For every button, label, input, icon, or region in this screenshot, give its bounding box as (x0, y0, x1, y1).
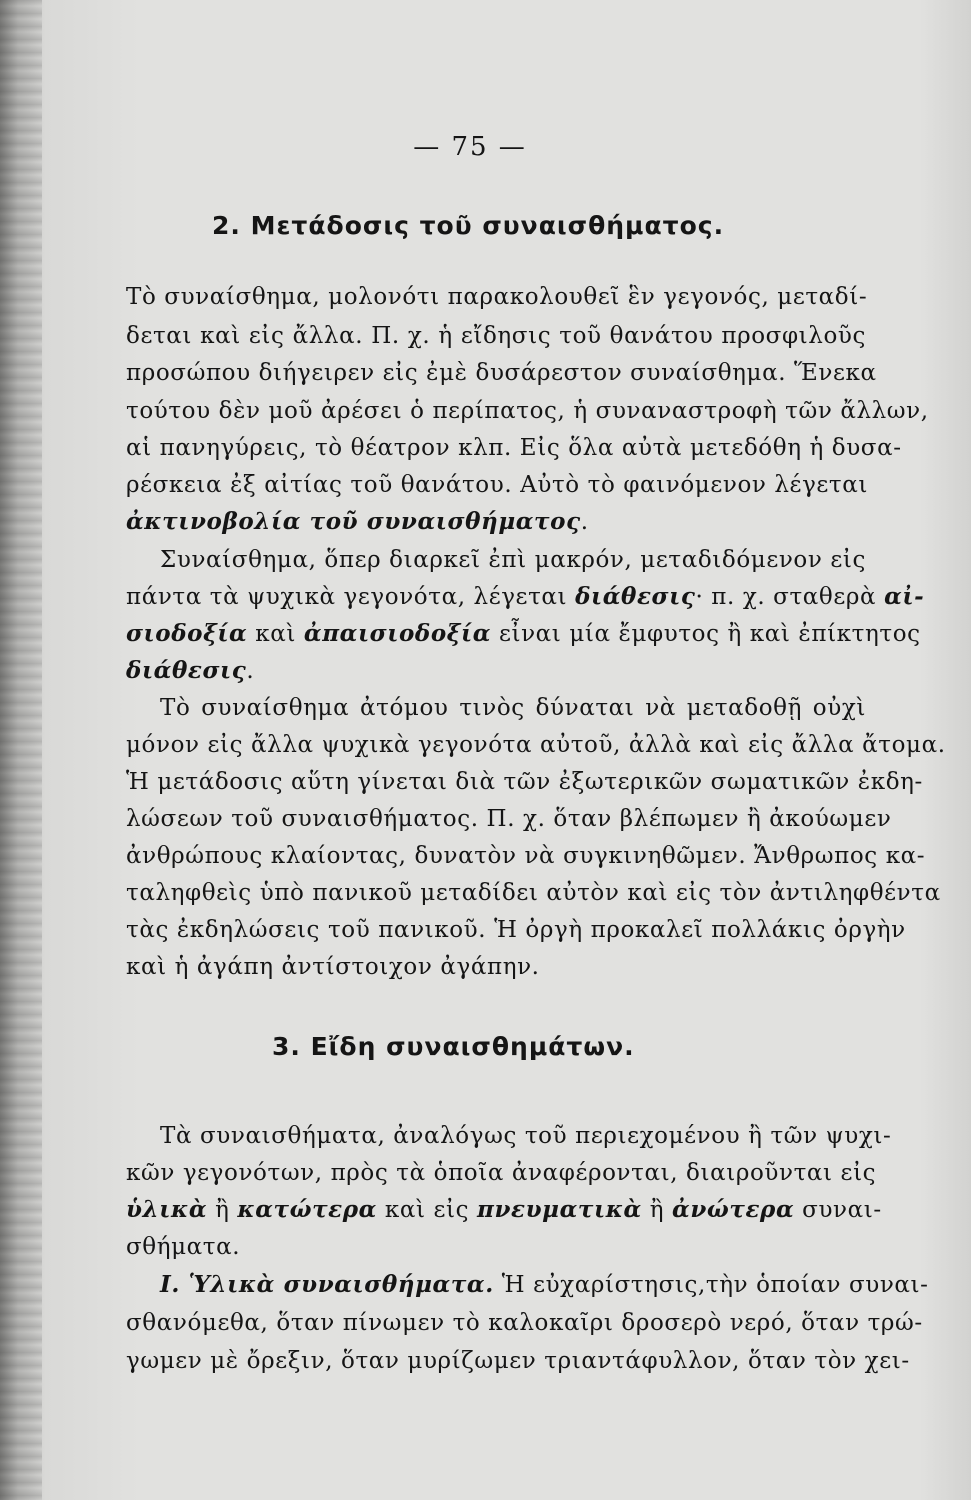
text-line: γωμεν μὲ ὄρεξιν, ὅταν μυρίζωμεν τριαντάφυλλον, ὅταν τὸν χει- (126, 1348, 910, 1374)
text-span: εἶναι μία ἔμφυτος ἢ καὶ ἐπίκτητος (491, 621, 921, 647)
text-line: ρέσκεια ἐξ αἰτίας τοῦ θανάτου. Αὐτὸ τὸ φαινόμενον λέγεται (126, 472, 869, 498)
text-line (126, 507, 866, 537)
text-span: καὶ εἰς (376, 1197, 478, 1223)
text-line (126, 582, 925, 612)
text-line (160, 1270, 929, 1300)
text-line: λώσεων τοῦ συναισθήματος. Π. χ. ὅταν βλέπωμεν ἢ ἀκούωμεν (126, 806, 892, 832)
text-span: ἢ (641, 1197, 673, 1223)
text-line: ταληφθεὶς ὑπὸ πανικοῦ μεταδίδει αὐτὸν καὶ εἰς τὸν ἀντιληφθέντα (126, 880, 941, 906)
text-span: καὶ (247, 621, 304, 647)
text-line: προσώπου διήγειρεν εἰς ἐμὲ δυσάρεστον συναίσθημα. Ἕνεκα (126, 360, 877, 386)
binding-shadow (0, 0, 42, 1500)
text-line: Συναίσθημα, ὅπερ διαρκεῖ ἐπὶ μακρόν, μεταδιδόμενον εἰς (160, 547, 866, 573)
text-span: . (246, 658, 255, 684)
text-line (126, 619, 921, 649)
text-line: ἀνθρώπους κλαίοντας, δυνατὸν νὰ συγκινηθῶμεν. Ἄνθρωπος κα- (126, 843, 926, 869)
text-span: · π. χ. σταθερὰ (695, 584, 885, 610)
text-line: δεται καὶ εἰς ἄλλα. Π. χ. ἡ εἴδησις τοῦ θανάτου προσφιλοῦς (126, 323, 866, 349)
section-heading-3: 3. Εἴδη συναισθημάτων. (272, 1032, 635, 1061)
term-bold: πνευματικὰ (477, 1196, 642, 1223)
text-line: Τὸ συναίσθημα ἀτόμου τινὸς δύναται νὰ μεταδοθῇ οὐχὶ (160, 695, 866, 721)
term-bold: ἀπαισιοδοξία (303, 620, 492, 647)
text-line: τὰς ἐκδηλώσεις τοῦ πανικοῦ. Ἡ ὀργὴ προκαλεῖ πολλάκις ὀργὴν (126, 917, 906, 943)
text-line: Τὰ συναισθήματα, ἀναλόγως τοῦ περιεχομένου ἢ τῶν ψυχι- (160, 1123, 892, 1149)
subsection-title: I. Ὑλικὰ συναισθήματα. (160, 1271, 494, 1298)
term-bold: ἀκτινοβολία τοῦ συναισθήματος (126, 508, 581, 535)
term-bold: ἀνώτερα (672, 1196, 795, 1223)
section-heading-2: 2. Μετάδοσις τοῦ συναισθήματος. (212, 211, 725, 240)
text-line: αἱ πανηγύρεις, τὸ θέατρον κλπ. Εἰς ὅλα αὐτὰ μετεδόθη ἡ δυσα- (126, 435, 902, 461)
text-line (126, 1195, 882, 1225)
text-line: καὶ ἡ ἀγάπη ἀντίστοιχον ἀγάπην. (126, 954, 540, 980)
text-line: μόνον εἰς ἄλλα ψυχικὰ γεγονότα αὐτοῦ, ἀλλὰ καὶ εἰς ἄλλα ἄτομα. (126, 732, 946, 758)
term-bold: σιοδοξία (126, 620, 248, 647)
text-span: Ἡ εὐχαρίστησις,τὴν ὁποίαν συναι- (493, 1272, 929, 1298)
text-line: κῶν γεγονότων, πρὸς τὰ ὁποῖα ἀναφέρονται, διαιροῦνται εἰς (126, 1160, 877, 1186)
term-bold: ὑλικὰ (126, 1196, 208, 1223)
text-line: σθανόμεθα, ὅταν πίνωμεν τὸ καλοκαῖρι δροσερὸ νερό, ὅταν τρώ- (126, 1310, 923, 1336)
text-line: Ἡ μετάδοσις αὕτη γίνεται διὰ τῶν ἐξωτερικῶν σωματικῶν ἐκδη- (126, 769, 923, 795)
text-span: . (580, 509, 589, 535)
term-bold: κατώτερα (237, 1196, 377, 1223)
page-number: — 75 — (413, 132, 527, 162)
text-span: ἢ (207, 1197, 238, 1223)
text-line: σθήματα. (126, 1234, 241, 1260)
text-line (126, 656, 866, 686)
term-bold: διάθεσις (575, 583, 696, 610)
text-line: Τὸ συναίσθημα, μολονότι παρακολουθεῖ ἓν γεγονός, μεταδί- (126, 284, 868, 310)
text-span: συναι- (794, 1197, 882, 1223)
term-bold: διάθεσις (126, 657, 247, 684)
text-line: τούτου δὲν μοῦ ἀρέσει ὁ περίπατος, ἡ συναναστροφὴ τῶν ἄλλων, (126, 398, 929, 424)
term-bold: αἰ- (884, 583, 925, 610)
text-span: πάντα τὰ ψυχικὰ γεγονότα, λέγεται (126, 584, 576, 610)
